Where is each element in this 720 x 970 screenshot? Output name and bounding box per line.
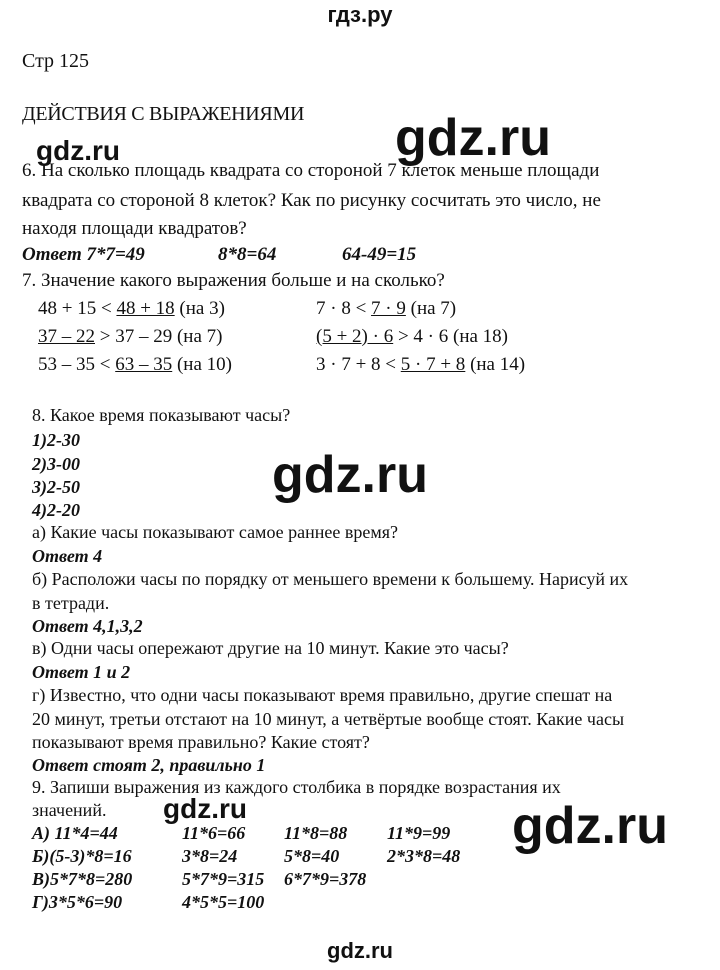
q9-cell: Г)3*5*6=90 — [32, 892, 123, 912]
q9-cell: В)5*7*8=280 — [32, 869, 133, 889]
q9-cell: 4*5*5=100 — [182, 892, 265, 912]
q8-a-answer: Ответ 4 — [32, 546, 103, 566]
q8-g-answer: Ответ стоят 2, правильно 1 — [32, 755, 266, 775]
q8-answer: 4)2-20 — [32, 500, 80, 520]
q8-answer: 1)2-30 — [32, 430, 80, 450]
watermark: gdz.ru — [512, 797, 668, 855]
q8-title: 8. Какое время показывают часы? — [32, 405, 291, 425]
q9-line1: 9. Запиши выражения из каждого столбика в порядке возрастания их — [32, 777, 561, 797]
q6-answer: 8*8=64 — [218, 244, 277, 265]
page-ref: Стр 125 — [22, 50, 90, 72]
q9-cell: 11*9=99 — [387, 823, 451, 843]
q9-row — [32, 869, 532, 893]
q9-cell: А) 11*4=44 — [32, 823, 118, 843]
q7-expr: 7 · 8 < 7 · 9 (на 7) — [316, 298, 457, 319]
watermark: gdz.ru — [163, 793, 247, 824]
q9-cell: 11*8=88 — [284, 823, 348, 843]
q9-row — [32, 892, 532, 916]
q8-g-question: 20 минут, третьи отстают на 10 минут, а четвёртые вообще стоят. Какие часы — [32, 709, 625, 729]
q6-line3: находя площади квадратов? — [22, 218, 247, 239]
q6-answer: 64-49=15 — [342, 244, 417, 265]
q8-answer: 2)3-00 — [32, 454, 80, 474]
q9-cell: 6*7*9=378 — [284, 869, 367, 889]
q9-row — [32, 846, 532, 870]
section-title: ДЕЙСТВИЯ С ВЫРАЖЕНИЯМИ — [22, 103, 305, 125]
watermark: gdz.ru — [36, 135, 120, 166]
q6-line1: 6. На сколько площадь квадрата со стороной 7 клеток меньше площади — [22, 160, 600, 181]
q7-title: 7. Значение какого выражения больше и на сколько? — [22, 270, 445, 291]
watermark: gdz.ru — [272, 446, 428, 504]
q7-expr: 37 – 22 > 37 – 29 (на 7) — [38, 326, 223, 347]
q6-answer: Ответ 7*7=49 — [22, 244, 145, 265]
q7-expr: (5 + 2) · 6 > 4 · 6 (на 18) — [316, 326, 509, 347]
q9-cell: 5*7*9=315 — [182, 869, 265, 889]
q9-line2: значений. — [32, 800, 107, 820]
q8-b-answer: Ответ 4,1,3,2 — [32, 616, 143, 636]
q7-expr: 3 · 7 + 8 < 5 · 7 + 8 (на 14) — [316, 354, 526, 375]
q8-v-question: в) Одни часы опережают другие на 10 минут. Какие это часы? — [32, 638, 509, 658]
q7-expr: 48 + 15 < 48 + 18 (на 3) — [38, 298, 225, 319]
q8-g-question: показывают время правильно? Какие стоят? — [32, 732, 370, 752]
q8-b-question: в тетради. — [32, 593, 110, 613]
q9-cell: 11*6=66 — [182, 823, 246, 843]
q8-g-question: г) Известно, что одни часы показывают время правильно, другие спешат на — [32, 685, 613, 705]
q9-cell: 5*8=40 — [284, 846, 340, 866]
q9-cell: 2*3*8=48 — [387, 846, 461, 866]
q9-row — [32, 823, 532, 847]
q6-line2: квадрата со стороной 8 клеток? Как по рисунку сосчитать это число, не — [22, 190, 601, 211]
q8-b-question: б) Расположи часы по порядку от меньшего времени к большему. Нарисуй их — [32, 569, 629, 589]
watermark: gdz.ru — [327, 938, 393, 963]
q8-v-answer: Ответ 1 и 2 — [32, 662, 131, 682]
watermark: gdz.ru — [395, 109, 551, 167]
q9-cell: Б)(5-3)*8=16 — [32, 846, 132, 866]
q7-expr: 53 – 35 < 63 – 35 (на 10) — [38, 354, 232, 375]
q9-cell: 3*8=24 — [182, 846, 238, 866]
site-header: гдз.ру — [327, 2, 393, 27]
q8-a-question: а) Какие часы показывают самое раннее время? — [32, 522, 399, 542]
q8-answer: 3)2-50 — [32, 477, 80, 497]
